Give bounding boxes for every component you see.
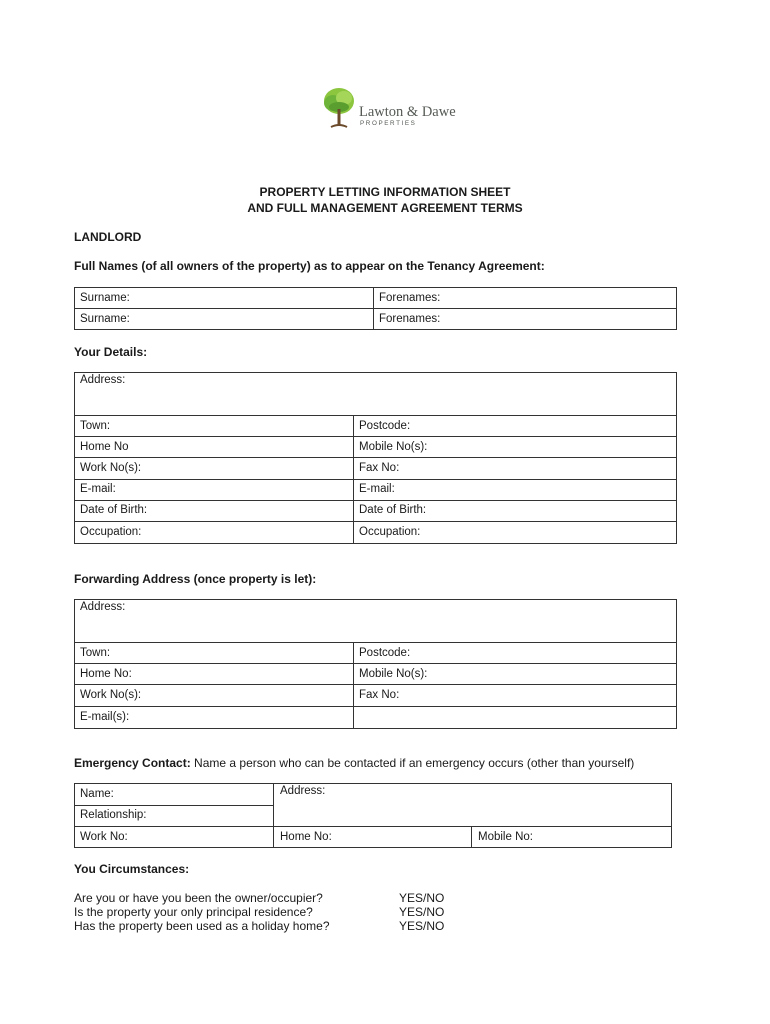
question-holiday-home: Has the property been used as a holiday home? bbox=[74, 919, 330, 933]
divider bbox=[471, 826, 472, 848]
divider bbox=[74, 436, 677, 437]
forwarding-email-field[interactable]: E-mail(s): bbox=[80, 711, 130, 723]
divider bbox=[373, 287, 374, 330]
forwarding-work-no-field[interactable]: Work No(s): bbox=[80, 689, 142, 701]
logo-subtitle: PROPERTIES bbox=[360, 120, 417, 127]
emergency-relationship-field[interactable]: Relationship: bbox=[80, 809, 147, 821]
divider bbox=[74, 805, 273, 806]
occupation-field-1[interactable]: Occupation: bbox=[80, 526, 142, 538]
surname-field-1[interactable]: Surname: bbox=[80, 292, 130, 304]
emergency-contact-heading bbox=[74, 756, 634, 770]
answer-owner-occupier[interactable]: YES/NO bbox=[399, 891, 445, 905]
divider bbox=[74, 706, 677, 707]
dob-field-2[interactable]: Date of Birth: bbox=[359, 504, 427, 516]
tree-icon bbox=[319, 87, 359, 129]
answer-holiday-home[interactable]: YES/NO bbox=[399, 919, 445, 933]
forenames-field-2[interactable]: Forenames: bbox=[379, 313, 441, 325]
document-title-line1: PROPERTY LETTING INFORMATION SHEET bbox=[259, 185, 511, 199]
document-title-line2: AND FULL MANAGEMENT AGREEMENT TERMS bbox=[247, 201, 523, 215]
town-field[interactable]: Town: bbox=[80, 420, 111, 432]
emergency-contact-description: Name a person who can be contacted if an emergency occurs (other than yourself) bbox=[190, 756, 635, 770]
mobile-no-field[interactable]: Mobile No(s): bbox=[359, 441, 428, 453]
emergency-work-no-field[interactable]: Work No: bbox=[80, 831, 128, 843]
divider bbox=[74, 500, 677, 501]
postcode-field[interactable]: Postcode: bbox=[359, 420, 411, 432]
emergency-contact-table bbox=[74, 783, 672, 848]
divider bbox=[74, 308, 677, 309]
occupation-field-2[interactable]: Occupation: bbox=[359, 526, 421, 538]
work-no-field[interactable]: Work No(s): bbox=[80, 462, 142, 474]
answer-principal-residence[interactable]: YES/NO bbox=[399, 905, 445, 919]
forwarding-fax-no-field[interactable]: Fax No: bbox=[359, 689, 400, 701]
emergency-name-field[interactable]: Name: bbox=[80, 788, 114, 800]
forwarding-address-field[interactable]: Address: bbox=[80, 601, 126, 613]
forwarding-address-table bbox=[74, 599, 677, 729]
email-field-1[interactable]: E-mail: bbox=[80, 483, 116, 495]
forwarding-home-no-field[interactable]: Home No: bbox=[80, 668, 132, 680]
divider bbox=[273, 783, 274, 848]
divider bbox=[74, 457, 677, 458]
forwarding-postcode-field[interactable]: Postcode: bbox=[359, 647, 411, 659]
full-names-heading: Full Names (of all owners of the property) as to appear on the Tenancy Agreement: bbox=[74, 259, 545, 273]
home-no-field[interactable]: Home No bbox=[80, 441, 129, 453]
divider bbox=[74, 521, 677, 522]
landlord-heading: LANDLORD bbox=[74, 230, 142, 244]
logo-name: Lawton & Dawe bbox=[359, 104, 456, 120]
forwarding-address-heading: Forwarding Address (once property is let): bbox=[74, 572, 317, 586]
divider bbox=[74, 826, 672, 827]
forenames-field-1[interactable]: Forenames: bbox=[379, 292, 441, 304]
divider bbox=[74, 663, 677, 664]
divider bbox=[353, 642, 354, 729]
question-principal-residence: Is the property your only principal residence? bbox=[74, 905, 313, 919]
forwarding-mobile-no-field[interactable]: Mobile No(s): bbox=[359, 668, 428, 680]
forwarding-town-field[interactable]: Town: bbox=[80, 647, 111, 659]
your-details-heading: Your Details: bbox=[74, 345, 148, 359]
emergency-address-field[interactable]: Address: bbox=[280, 785, 326, 797]
emergency-home-no-field[interactable]: Home No: bbox=[280, 831, 332, 843]
divider bbox=[74, 684, 677, 685]
address-field[interactable]: Address: bbox=[80, 374, 126, 386]
fax-no-field[interactable]: Fax No: bbox=[359, 462, 400, 474]
emergency-mobile-no-field[interactable]: Mobile No: bbox=[478, 831, 533, 843]
surname-field-2[interactable]: Surname: bbox=[80, 313, 130, 325]
circumstances-heading: You Circumstances: bbox=[74, 862, 190, 876]
divider bbox=[74, 479, 677, 480]
question-owner-occupier: Are you or have you been the owner/occupier? bbox=[74, 891, 323, 905]
your-details-table bbox=[74, 372, 677, 544]
emergency-contact-label: Emergency Contact: bbox=[74, 756, 191, 770]
email-field-2[interactable]: E-mail: bbox=[359, 483, 395, 495]
dob-field-1[interactable]: Date of Birth: bbox=[80, 504, 148, 516]
divider bbox=[74, 415, 677, 416]
divider bbox=[74, 642, 677, 643]
